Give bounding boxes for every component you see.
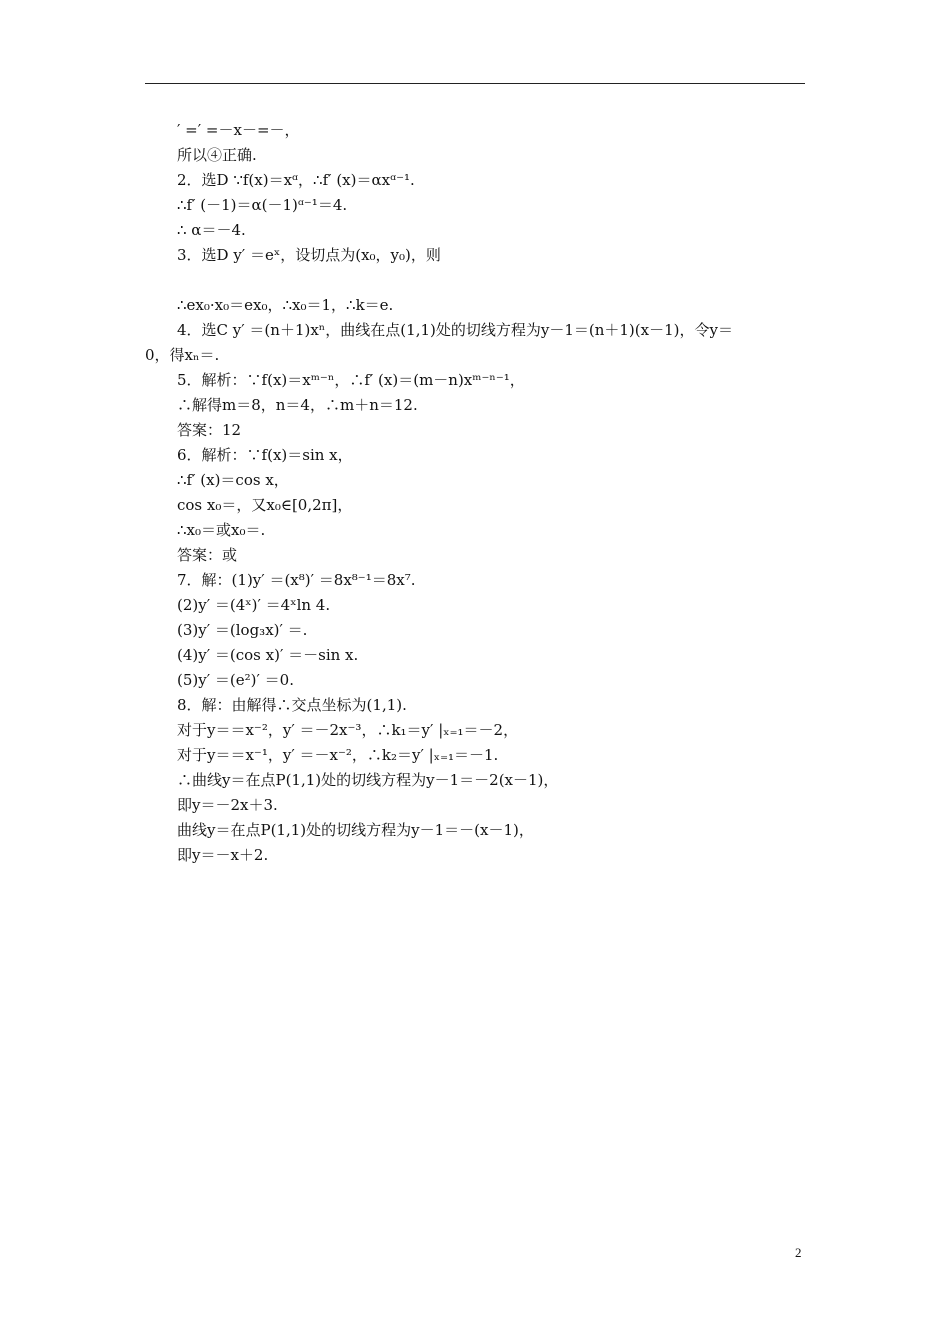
text-line: ∴解得m＝8，n＝4，∴m＋n＝12.	[177, 396, 418, 414]
text-line: 3．选D y′ ＝eˣ，设切点为(x₀，y₀)，则	[177, 246, 441, 264]
text-line: 曲线y＝在点P(1,1)处的切线方程为y－1＝－(x－1)，	[177, 821, 534, 839]
blank-line	[145, 268, 810, 293]
header-rule	[145, 83, 805, 84]
text-line: ∴f′ (x)＝cos x，	[177, 471, 289, 489]
text-line: 答案：或	[177, 546, 238, 564]
text-line: (4)y′ ＝(cos x)′ ＝－sin x.	[177, 646, 359, 664]
text-line: 6．解析：∵f(x)＝sin x，	[177, 446, 353, 464]
text-line: (2)y′ ＝(4ˣ)′ ＝4ˣln 4.	[177, 596, 331, 614]
text-line: 即y＝－x＋2.	[177, 846, 269, 864]
text-line: (5)y′ ＝(e²)′ ＝0.	[177, 671, 294, 689]
document-body	[145, 118, 810, 868]
text-line: ′ =′ =－x－=－，	[177, 121, 300, 139]
text-line: ∴ex₀·x₀＝ex₀，∴x₀＝1，∴k＝e.	[177, 296, 394, 314]
text-line: ∴x₀＝或x₀＝.	[177, 521, 266, 539]
text-line: ∴曲线y＝在点P(1,1)处的切线方程为y－1＝－2(x－1)，	[177, 771, 559, 789]
text-line: 答案：12	[177, 421, 242, 439]
text-line: 8．解：由解得∴交点坐标为(1,1).	[177, 696, 407, 714]
text-line: 7．解：(1)y′ ＝(x⁸)′ ＝8x⁸⁻¹＝8x⁷.	[177, 571, 416, 589]
text-line: 对于y＝＝x⁻¹，y′ ＝－x⁻²，∴k₂＝y′ |ₓ₌₁＝－1.	[177, 746, 499, 764]
text-line: ∴ α＝－4.	[177, 221, 246, 239]
text-line: 对于y＝＝x⁻²，y′ ＝－2x⁻³，∴k₁＝y′ |ₓ₌₁＝－2，	[177, 721, 519, 739]
text-line: 即y＝－2x＋3.	[177, 796, 278, 814]
text-line: 5．解析：∵f(x)＝xᵐ⁻ⁿ，∴f′ (x)＝(m－n)xᵐ⁻ⁿ⁻¹，	[177, 371, 525, 389]
text-line: 所以④正确.	[177, 146, 257, 164]
text-line: 4．选C y′ ＝(n＋1)xⁿ，曲线在点(1,1)处的切线方程为y－1＝(n＋1)(x－1)，令y＝	[177, 321, 733, 339]
text-line: 2．选D ∵f(x)＝xᵅ，∴f′ (x)＝αxᵅ⁻¹.	[177, 171, 415, 189]
text-line: cos x₀＝，又x₀∈[0,2π]，	[177, 496, 353, 514]
text-line: (3)y′ ＝(log₃x)′ ＝.	[177, 621, 308, 639]
page-number: 2	[795, 1245, 802, 1260]
text-line: 0，得xₙ＝.	[145, 346, 220, 364]
text-line: ∴f′ (－1)＝α(－1)ᵅ⁻¹＝4.	[177, 196, 348, 214]
